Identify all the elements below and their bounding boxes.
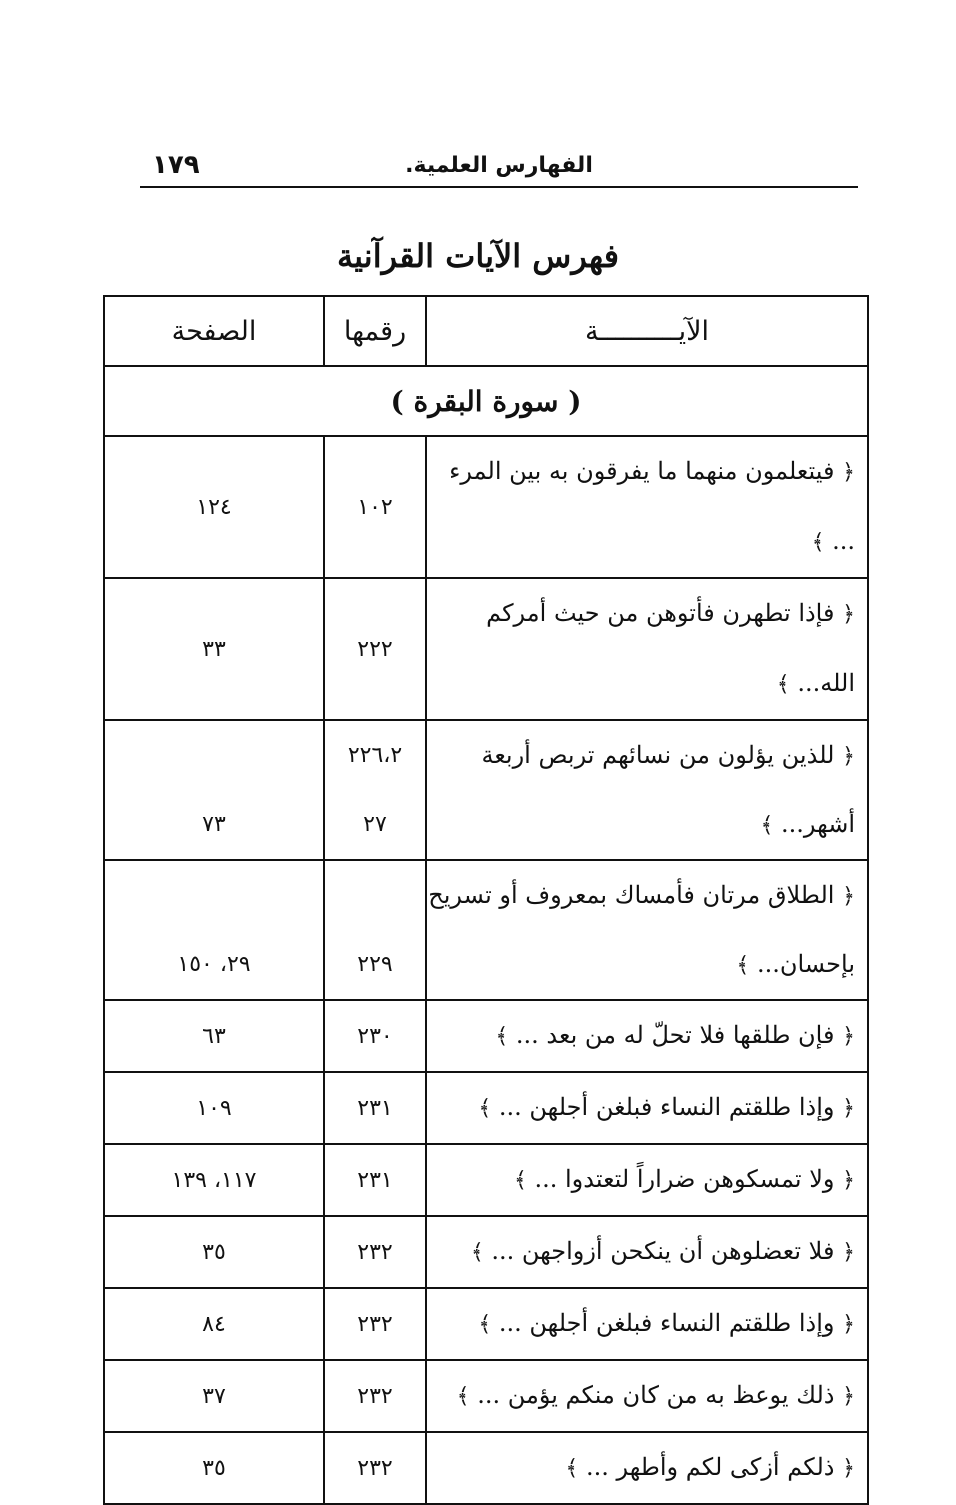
verse-number: ٢٣٠: [324, 1000, 426, 1072]
table-row: [104, 860, 868, 1000]
page-reference-cell: [104, 860, 324, 1000]
page-number: ١٧٩: [152, 150, 200, 180]
page-reference: ٦٣: [104, 1000, 324, 1072]
verse-number: ٢٣٢: [324, 1288, 426, 1360]
verse-line: [427, 721, 855, 790]
table-header-row: [104, 296, 868, 366]
verse-cell: [426, 1216, 868, 1288]
verse-cell: [426, 1144, 868, 1216]
verse-text: ذلك يوعظ به من كان منكم يؤمن ...: [477, 1381, 835, 1409]
verse-number: ٢٢٩: [357, 952, 393, 977]
verse-text: بإحسان...: [756, 950, 855, 978]
bracket-close: ﴾: [811, 530, 825, 555]
page-reference: ١٠٩: [104, 1072, 324, 1144]
bracket-close: ﴾: [776, 672, 790, 697]
verse-number: ٢٣٢: [324, 1360, 426, 1432]
verse-cell: [426, 1072, 868, 1144]
page-reference: ٧٣: [202, 812, 226, 837]
bracket-open: ﴿: [842, 1456, 855, 1481]
table-row: [104, 1216, 868, 1288]
verse-text: وإذا طلقتم النساء فبلغن أجلهن ...: [498, 1093, 835, 1121]
verse-cell: [426, 1288, 868, 1360]
verse-text: الطلاق مرتان فأمساك بمعروف أو تسريح: [428, 881, 835, 909]
bracket-close: ﴾: [478, 1096, 492, 1121]
page-reference: ٣٥: [104, 1216, 324, 1288]
verse-number-cell: [324, 860, 426, 1000]
index-title: فهرس الآيات القرآنية: [336, 237, 620, 275]
bracket-open: ﴿: [842, 460, 855, 485]
page-reference: ٣٥: [104, 1432, 324, 1504]
column-header-verse: الآيــــــــــة: [426, 296, 868, 366]
bracket-close: ﴾: [760, 813, 774, 838]
verse-text: فإذا تطهرن فأتوهن من حيث أمركم الله...: [486, 599, 855, 697]
verse-number: ٢٢٢: [324, 578, 426, 720]
surah-heading: ( سورة البقرة ): [104, 366, 868, 436]
page-reference: [105, 861, 323, 930]
page-reference: ٣٣: [104, 578, 324, 720]
bracket-close: ﴾: [470, 1240, 484, 1265]
table-row: [104, 1144, 868, 1216]
bracket-open: ﴿: [842, 1168, 855, 1193]
verse-number: ٢٣١: [324, 1072, 426, 1144]
table-row: [104, 1288, 868, 1360]
bracket-open: ﴿: [842, 1240, 855, 1265]
verse-cell: [426, 1360, 868, 1432]
running-header: [140, 150, 858, 188]
verse-number: ٢٣٢: [324, 1432, 426, 1504]
page-reference: ٢٩، ١٥٠: [177, 952, 251, 977]
bracket-close: ﴾: [736, 953, 750, 978]
bracket-open: ﴿: [842, 1384, 855, 1409]
verse-cell: [426, 860, 868, 1000]
verse-number: ١٠٢: [324, 436, 426, 578]
page-reference-cell: [104, 720, 324, 860]
verse-text: وإذا طلقتم النساء فبلغن أجلهن ...: [498, 1309, 835, 1337]
verse-number: ٢٧: [363, 812, 387, 837]
bracket-close: ﴾: [478, 1312, 492, 1337]
bracket-open: ﴿: [842, 1024, 855, 1049]
verse-number: ٢٣١: [324, 1144, 426, 1216]
bracket-close: ﴾: [495, 1024, 509, 1049]
verse-number: ٢٢٦،٢: [347, 743, 403, 768]
bracket-close: ﴾: [565, 1456, 579, 1481]
table-row: [104, 1432, 868, 1504]
verse-cell: [426, 1000, 868, 1072]
page-reference: [105, 721, 323, 790]
table-row: [104, 436, 868, 578]
verse-text: فلا تعضلوهن أن ينكحن أزواجهن ...: [491, 1237, 835, 1265]
verse-text: ذلكم أزكى لكم وأطهر ...: [585, 1453, 835, 1481]
verse-text: فيتعلمون منهما ما يفرقون به بين المرء ...: [449, 457, 855, 555]
page-reference: ١٢٤: [104, 436, 324, 578]
column-header-page: الصفحة: [104, 296, 324, 366]
bracket-open: ﴿: [842, 1096, 855, 1121]
bracket-open: ﴿: [842, 1312, 855, 1337]
verse-text: أشهر...: [781, 810, 855, 838]
verses-index-table: [103, 295, 869, 1505]
verse-cell: [426, 578, 868, 720]
bracket-open: ﴿: [842, 884, 855, 909]
verse-number: ٢٣٢: [324, 1216, 426, 1288]
table-row: [104, 720, 868, 860]
verse-line: [427, 861, 855, 930]
surah-heading-row: [104, 366, 868, 436]
verse-text: ولا تمسكوهن ضراراً لتعتدوا ...: [534, 1165, 835, 1193]
page-reference: ٨٤: [104, 1288, 324, 1360]
verse-text: فإن طلقها فلا تحلّ له من بعد ...: [515, 1021, 835, 1049]
verse-line: [427, 930, 855, 999]
bracket-close: ﴾: [513, 1168, 527, 1193]
bracket-close: ﴾: [456, 1384, 470, 1409]
table-row: [104, 1360, 868, 1432]
running-title: الفهارس العلمية.: [405, 153, 593, 178]
table-row: [104, 578, 868, 720]
verse-number-cell: [324, 720, 426, 860]
bracket-open: ﴿: [842, 602, 855, 627]
table-row: [104, 1000, 868, 1072]
verse-cell: [426, 1432, 868, 1504]
column-header-number: رقمها: [324, 296, 426, 366]
bracket-open: ﴿: [842, 744, 855, 769]
verse-cell: [426, 436, 868, 578]
verse-cell: [426, 720, 868, 860]
verse-number: [325, 861, 425, 930]
table-row: [104, 1072, 868, 1144]
verse-text: للذين يؤلون من نسائهم تربص أربعة: [481, 741, 835, 769]
verse-line: [427, 790, 855, 859]
page-reference: ١١٧، ١٣٩: [104, 1144, 324, 1216]
page-reference: ٣٧: [104, 1360, 324, 1432]
